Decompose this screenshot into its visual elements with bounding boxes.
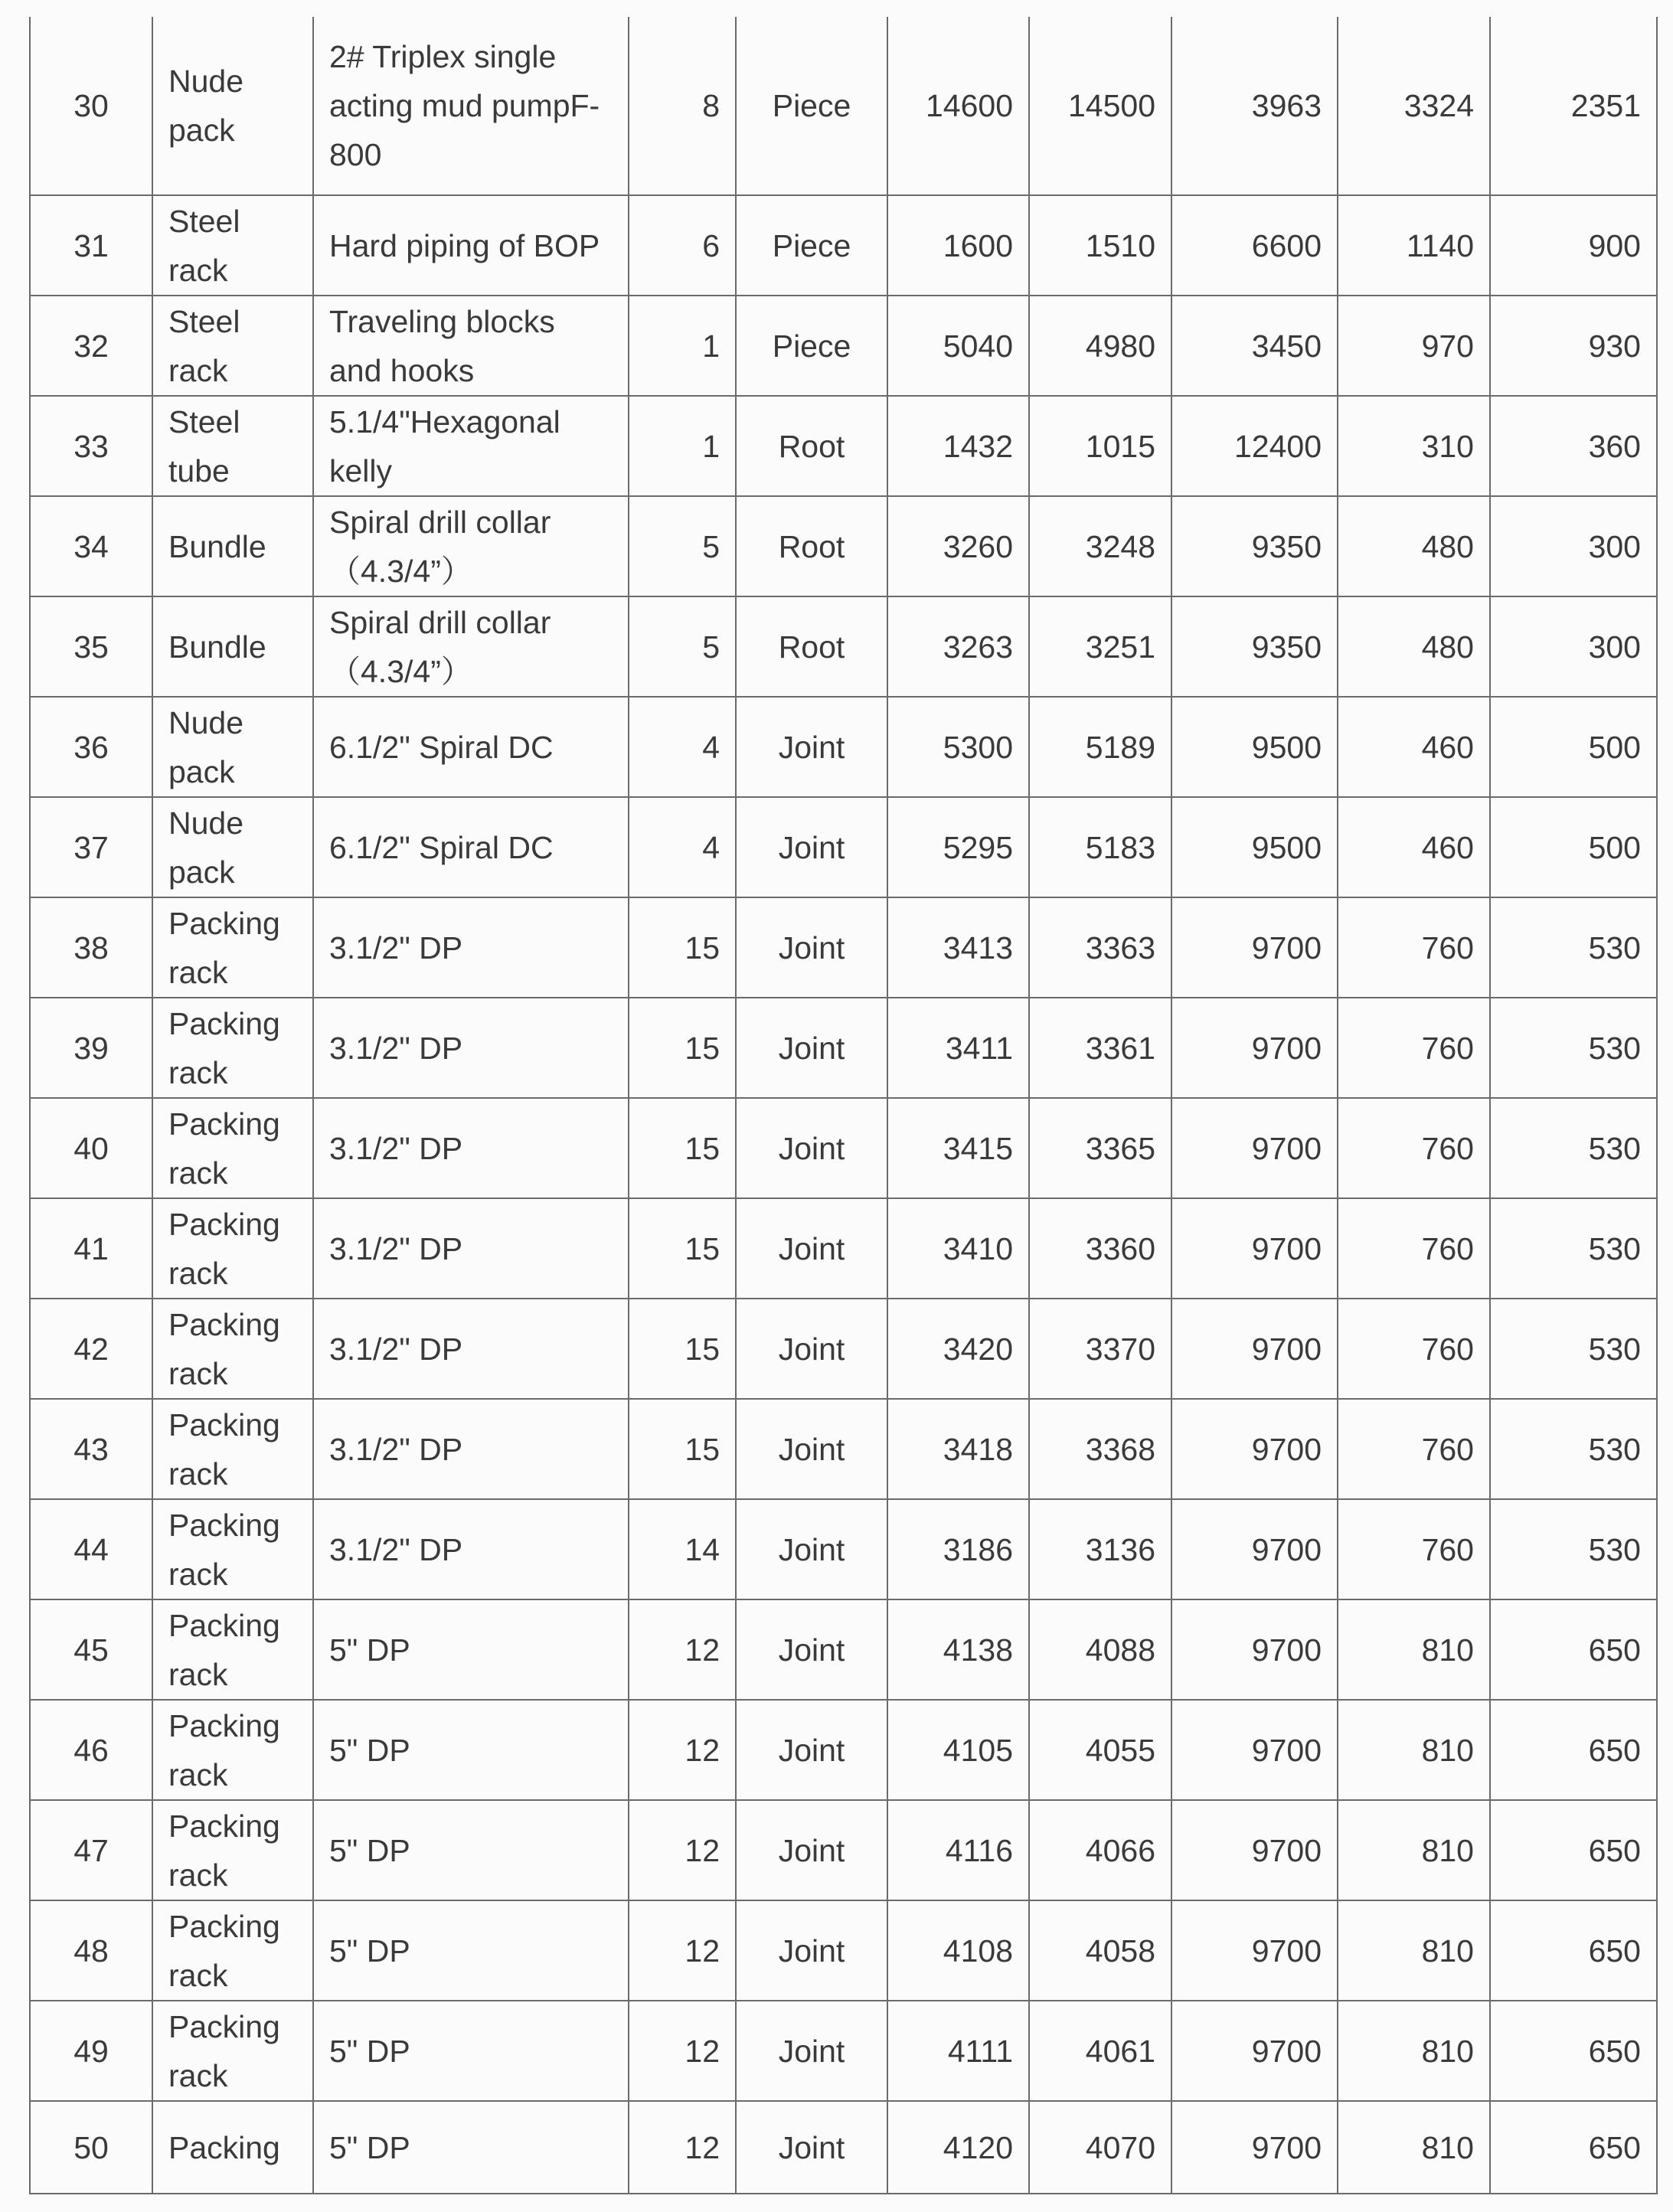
cell-item-number: 38 — [30, 897, 152, 998]
cell-value-col6: 1432 — [887, 396, 1029, 496]
cell-value-col8: 9700 — [1171, 1700, 1338, 1800]
cell-quantity: 15 — [629, 998, 736, 1098]
cell-packing: Packing — [152, 2101, 313, 2194]
cell-value-col10: 650 — [1490, 1599, 1657, 1700]
cell-unit: Joint — [736, 1098, 887, 1198]
cell-packing: Bundle — [152, 496, 313, 596]
cell-packing: Packing rack — [152, 1900, 313, 2001]
cell-packing: Packing rack — [152, 1599, 313, 1700]
cell-value-col6: 3418 — [887, 1399, 1029, 1499]
cell-value-col10: 530 — [1490, 998, 1657, 1098]
cell-item-number: 44 — [30, 1499, 152, 1599]
cell-value-col8: 9700 — [1171, 1900, 1338, 2001]
cell-item-number: 36 — [30, 697, 152, 797]
cell-quantity: 15 — [629, 897, 736, 998]
cell-value-col9: 760 — [1338, 1299, 1490, 1399]
cell-value-col10: 530 — [1490, 1198, 1657, 1299]
cell-description: 2# Triplex single acting mud pumpF-800 — [313, 17, 629, 195]
cell-packing: Packing rack — [152, 998, 313, 1098]
cell-value-col10: 930 — [1490, 296, 1657, 396]
table-row — [30, 897, 1657, 998]
cell-unit: Joint — [736, 2001, 887, 2101]
table-row — [30, 1900, 1657, 2001]
cell-quantity: 12 — [629, 1900, 736, 2001]
cell-quantity: 15 — [629, 1198, 736, 1299]
cell-value-col9: 810 — [1338, 1800, 1490, 1900]
cell-item-number: 46 — [30, 1700, 152, 1800]
cell-value-col9: 760 — [1338, 1399, 1490, 1499]
cell-value-col7: 3361 — [1029, 998, 1171, 1098]
cell-value-col10: 650 — [1490, 1800, 1657, 1900]
cell-value-col8: 9700 — [1171, 2101, 1338, 2194]
cell-value-col9: 760 — [1338, 897, 1490, 998]
cell-unit: Root — [736, 596, 887, 697]
cell-quantity: 4 — [629, 697, 736, 797]
cell-description: 3.1/2" DP — [313, 998, 629, 1098]
cell-quantity: 8 — [629, 17, 736, 195]
cell-packing: Packing rack — [152, 1098, 313, 1198]
cell-value-col8: 3963 — [1171, 17, 1338, 195]
cell-value-col9: 970 — [1338, 296, 1490, 396]
cell-value-col9: 810 — [1338, 2001, 1490, 2101]
cell-unit: Joint — [736, 697, 887, 797]
cell-item-number: 50 — [30, 2101, 152, 2194]
cell-value-col9: 480 — [1338, 496, 1490, 596]
cell-value-col10: 650 — [1490, 2001, 1657, 2101]
cell-description: 3.1/2" DP — [313, 897, 629, 998]
table-row — [30, 396, 1657, 496]
cell-value-col6: 5300 — [887, 697, 1029, 797]
cell-value-col6: 4120 — [887, 2101, 1029, 2194]
cell-value-col6: 14600 — [887, 17, 1029, 195]
cell-value-col8: 9350 — [1171, 596, 1338, 697]
cell-unit: Joint — [736, 1700, 887, 1800]
cell-value-col10: 2351 — [1490, 17, 1657, 195]
cell-value-col10: 530 — [1490, 897, 1657, 998]
table-row — [30, 2001, 1657, 2101]
cell-quantity: 15 — [629, 1098, 736, 1198]
cell-value-col6: 3263 — [887, 596, 1029, 697]
cell-value-col7: 4070 — [1029, 2101, 1171, 2194]
cell-unit: Joint — [736, 1399, 887, 1499]
cell-description: Hard piping of BOP — [313, 195, 629, 296]
cell-value-col9: 760 — [1338, 998, 1490, 1098]
cell-description: Spiral drill collar （4.3/4”） — [313, 496, 629, 596]
cell-item-number: 40 — [30, 1098, 152, 1198]
table-body — [30, 17, 1657, 2194]
cell-quantity: 4 — [629, 797, 736, 897]
cell-packing: Packing rack — [152, 1700, 313, 1800]
cell-value-col7: 3360 — [1029, 1198, 1171, 1299]
cell-value-col9: 760 — [1338, 1499, 1490, 1599]
cell-description: 5" DP — [313, 1800, 629, 1900]
cell-value-col7: 4066 — [1029, 1800, 1171, 1900]
table-row — [30, 17, 1657, 195]
cell-value-col10: 360 — [1490, 396, 1657, 496]
cell-unit: Joint — [736, 797, 887, 897]
cell-value-col7: 3248 — [1029, 496, 1171, 596]
cell-unit: Joint — [736, 1198, 887, 1299]
cell-unit: Joint — [736, 1499, 887, 1599]
cell-packing: Steel rack — [152, 195, 313, 296]
cell-description: 3.1/2" DP — [313, 1098, 629, 1198]
cell-packing: Nude pack — [152, 797, 313, 897]
cell-description: 6.1/2" Spiral DC — [313, 697, 629, 797]
table-row — [30, 1700, 1657, 1800]
table-row — [30, 697, 1657, 797]
cell-value-col7: 14500 — [1029, 17, 1171, 195]
table-row — [30, 1299, 1657, 1399]
cell-unit: Piece — [736, 296, 887, 396]
cell-value-col10: 650 — [1490, 1700, 1657, 1800]
cell-value-col10: 500 — [1490, 697, 1657, 797]
cell-value-col7: 4058 — [1029, 1900, 1171, 2001]
cell-item-number: 32 — [30, 296, 152, 396]
cell-unit: Joint — [736, 1900, 887, 2001]
cell-quantity: 12 — [629, 1700, 736, 1800]
cell-value-col7: 3363 — [1029, 897, 1171, 998]
cell-value-col8: 9500 — [1171, 697, 1338, 797]
cell-value-col6: 4108 — [887, 1900, 1029, 2001]
cell-description: 3.1/2" DP — [313, 1198, 629, 1299]
cell-unit: Piece — [736, 17, 887, 195]
cell-quantity: 6 — [629, 195, 736, 296]
cell-quantity: 12 — [629, 2001, 736, 2101]
cell-quantity: 5 — [629, 596, 736, 697]
cell-value-col9: 810 — [1338, 1599, 1490, 1700]
cell-description: 3.1/2" DP — [313, 1499, 629, 1599]
cell-value-col8: 9700 — [1171, 1299, 1338, 1399]
cell-value-col8: 9700 — [1171, 1599, 1338, 1700]
cell-value-col6: 3420 — [887, 1299, 1029, 1399]
cell-unit: Joint — [736, 897, 887, 998]
cell-value-col8: 9500 — [1171, 797, 1338, 897]
cell-quantity: 15 — [629, 1399, 736, 1499]
cell-value-col10: 300 — [1490, 596, 1657, 697]
cell-value-col8: 9700 — [1171, 1399, 1338, 1499]
table-row — [30, 1198, 1657, 1299]
cell-value-col6: 3413 — [887, 897, 1029, 998]
cell-value-col7: 4055 — [1029, 1700, 1171, 1800]
cell-quantity: 12 — [629, 1599, 736, 1700]
cell-unit: Joint — [736, 2101, 887, 2194]
cell-packing: Packing rack — [152, 897, 313, 998]
cell-value-col6: 3186 — [887, 1499, 1029, 1599]
cell-value-col6: 3415 — [887, 1098, 1029, 1198]
cell-value-col9: 810 — [1338, 2101, 1490, 2194]
cell-description: 5" DP — [313, 1599, 629, 1700]
cell-packing: Packing rack — [152, 1198, 313, 1299]
cell-value-col8: 3450 — [1171, 296, 1338, 396]
cell-description: 5" DP — [313, 2101, 629, 2194]
cell-quantity: 12 — [629, 1800, 736, 1900]
cell-value-col10: 530 — [1490, 1499, 1657, 1599]
cell-packing: Nude pack — [152, 697, 313, 797]
cell-unit: Piece — [736, 195, 887, 296]
cell-quantity: 1 — [629, 296, 736, 396]
table-row — [30, 296, 1657, 396]
cell-value-col6: 4111 — [887, 2001, 1029, 2101]
cell-unit: Joint — [736, 1800, 887, 1900]
cell-unit: Joint — [736, 1299, 887, 1399]
cell-value-col7: 4061 — [1029, 2001, 1171, 2101]
cell-item-number: 30 — [30, 17, 152, 195]
table-row — [30, 1800, 1657, 1900]
cell-item-number: 47 — [30, 1800, 152, 1900]
packing-list-table — [29, 17, 1658, 2194]
cell-value-col6: 5295 — [887, 797, 1029, 897]
cell-packing: Steel rack — [152, 296, 313, 396]
cell-value-col10: 530 — [1490, 1299, 1657, 1399]
cell-value-col9: 460 — [1338, 797, 1490, 897]
cell-unit: Root — [736, 396, 887, 496]
cell-packing: Packing rack — [152, 2001, 313, 2101]
cell-value-col7: 4088 — [1029, 1599, 1171, 1700]
cell-value-col9: 810 — [1338, 1900, 1490, 2001]
cell-value-col8: 9700 — [1171, 1198, 1338, 1299]
cell-quantity: 12 — [629, 2101, 736, 2194]
cell-value-col8: 9700 — [1171, 1800, 1338, 1900]
cell-item-number: 34 — [30, 496, 152, 596]
cell-item-number: 35 — [30, 596, 152, 697]
cell-value-col6: 3260 — [887, 496, 1029, 596]
cell-value-col8: 6600 — [1171, 195, 1338, 296]
cell-packing: Packing rack — [152, 1800, 313, 1900]
cell-value-col7: 4980 — [1029, 296, 1171, 396]
cell-item-number: 31 — [30, 195, 152, 296]
cell-packing: Packing rack — [152, 1399, 313, 1499]
cell-item-number: 43 — [30, 1399, 152, 1499]
cell-value-col7: 3365 — [1029, 1098, 1171, 1198]
cell-value-col8: 9350 — [1171, 496, 1338, 596]
table-row — [30, 1098, 1657, 1198]
cell-unit: Joint — [736, 998, 887, 1098]
cell-value-col8: 9700 — [1171, 2001, 1338, 2101]
cell-value-col7: 5189 — [1029, 697, 1171, 797]
cell-value-col10: 300 — [1490, 496, 1657, 596]
cell-quantity: 15 — [629, 1299, 736, 1399]
table-row — [30, 1399, 1657, 1499]
cell-value-col10: 650 — [1490, 2101, 1657, 2194]
cell-item-number: 33 — [30, 396, 152, 496]
cell-value-col6: 1600 — [887, 195, 1029, 296]
cell-description: 5.1/4"Hexagonal kelly — [313, 396, 629, 496]
cell-value-col6: 3411 — [887, 998, 1029, 1098]
cell-unit: Joint — [736, 1599, 887, 1700]
cell-item-number: 42 — [30, 1299, 152, 1399]
cell-packing: Packing rack — [152, 1299, 313, 1399]
cell-value-col7: 1015 — [1029, 396, 1171, 496]
cell-value-col10: 530 — [1490, 1399, 1657, 1499]
cell-item-number: 39 — [30, 998, 152, 1098]
table-row — [30, 2101, 1657, 2194]
cell-value-col8: 12400 — [1171, 396, 1338, 496]
cell-description: 3.1/2" DP — [313, 1399, 629, 1499]
cell-value-col6: 4105 — [887, 1700, 1029, 1800]
cell-item-number: 41 — [30, 1198, 152, 1299]
table-row — [30, 596, 1657, 697]
table-row — [30, 797, 1657, 897]
cell-value-col6: 3410 — [887, 1198, 1029, 1299]
cell-value-col9: 760 — [1338, 1198, 1490, 1299]
cell-item-number: 37 — [30, 797, 152, 897]
cell-packing: Steel tube — [152, 396, 313, 496]
cell-value-col6: 4138 — [887, 1599, 1029, 1700]
cell-value-col9: 760 — [1338, 1098, 1490, 1198]
cell-quantity: 14 — [629, 1499, 736, 1599]
cell-description: 5" DP — [313, 1700, 629, 1800]
cell-value-col7: 5183 — [1029, 797, 1171, 897]
table-row — [30, 1499, 1657, 1599]
cell-value-col10: 650 — [1490, 1900, 1657, 2001]
cell-unit: Root — [736, 496, 887, 596]
cell-value-col8: 9700 — [1171, 1098, 1338, 1198]
table-row — [30, 496, 1657, 596]
cell-packing: Bundle — [152, 596, 313, 697]
cell-description: 5" DP — [313, 2001, 629, 2101]
cell-item-number: 48 — [30, 1900, 152, 2001]
cell-item-number: 49 — [30, 2001, 152, 2101]
cell-value-col7: 1510 — [1029, 195, 1171, 296]
cell-description: Spiral drill collar （4.3/4”） — [313, 596, 629, 697]
cell-value-col7: 3368 — [1029, 1399, 1171, 1499]
cell-quantity: 1 — [629, 396, 736, 496]
cell-value-col8: 9700 — [1171, 897, 1338, 998]
cell-value-col6: 5040 — [887, 296, 1029, 396]
cell-value-col9: 460 — [1338, 697, 1490, 797]
cell-value-col9: 1140 — [1338, 195, 1490, 296]
cell-value-col9: 310 — [1338, 396, 1490, 496]
cell-value-col9: 810 — [1338, 1700, 1490, 1800]
cell-value-col7: 3251 — [1029, 596, 1171, 697]
cell-description: 3.1/2" DP — [313, 1299, 629, 1399]
cell-value-col9: 480 — [1338, 596, 1490, 697]
cell-description: 6.1/2" Spiral DC — [313, 797, 629, 897]
cell-value-col10: 530 — [1490, 1098, 1657, 1198]
cell-value-col9: 3324 — [1338, 17, 1490, 195]
cell-description: 5" DP — [313, 1900, 629, 2001]
cell-value-col7: 3136 — [1029, 1499, 1171, 1599]
table-row — [30, 998, 1657, 1098]
cell-description: Traveling blocks and hooks — [313, 296, 629, 396]
cell-item-number: 45 — [30, 1599, 152, 1700]
cell-quantity: 5 — [629, 496, 736, 596]
cell-packing: Nude pack — [152, 17, 313, 195]
cell-value-col10: 500 — [1490, 797, 1657, 897]
cell-value-col6: 4116 — [887, 1800, 1029, 1900]
cell-value-col8: 9700 — [1171, 1499, 1338, 1599]
table-row — [30, 195, 1657, 296]
cell-value-col10: 900 — [1490, 195, 1657, 296]
cell-packing: Packing rack — [152, 1499, 313, 1599]
cell-value-col8: 9700 — [1171, 998, 1338, 1098]
cell-value-col7: 3370 — [1029, 1299, 1171, 1399]
table-row — [30, 1599, 1657, 1700]
